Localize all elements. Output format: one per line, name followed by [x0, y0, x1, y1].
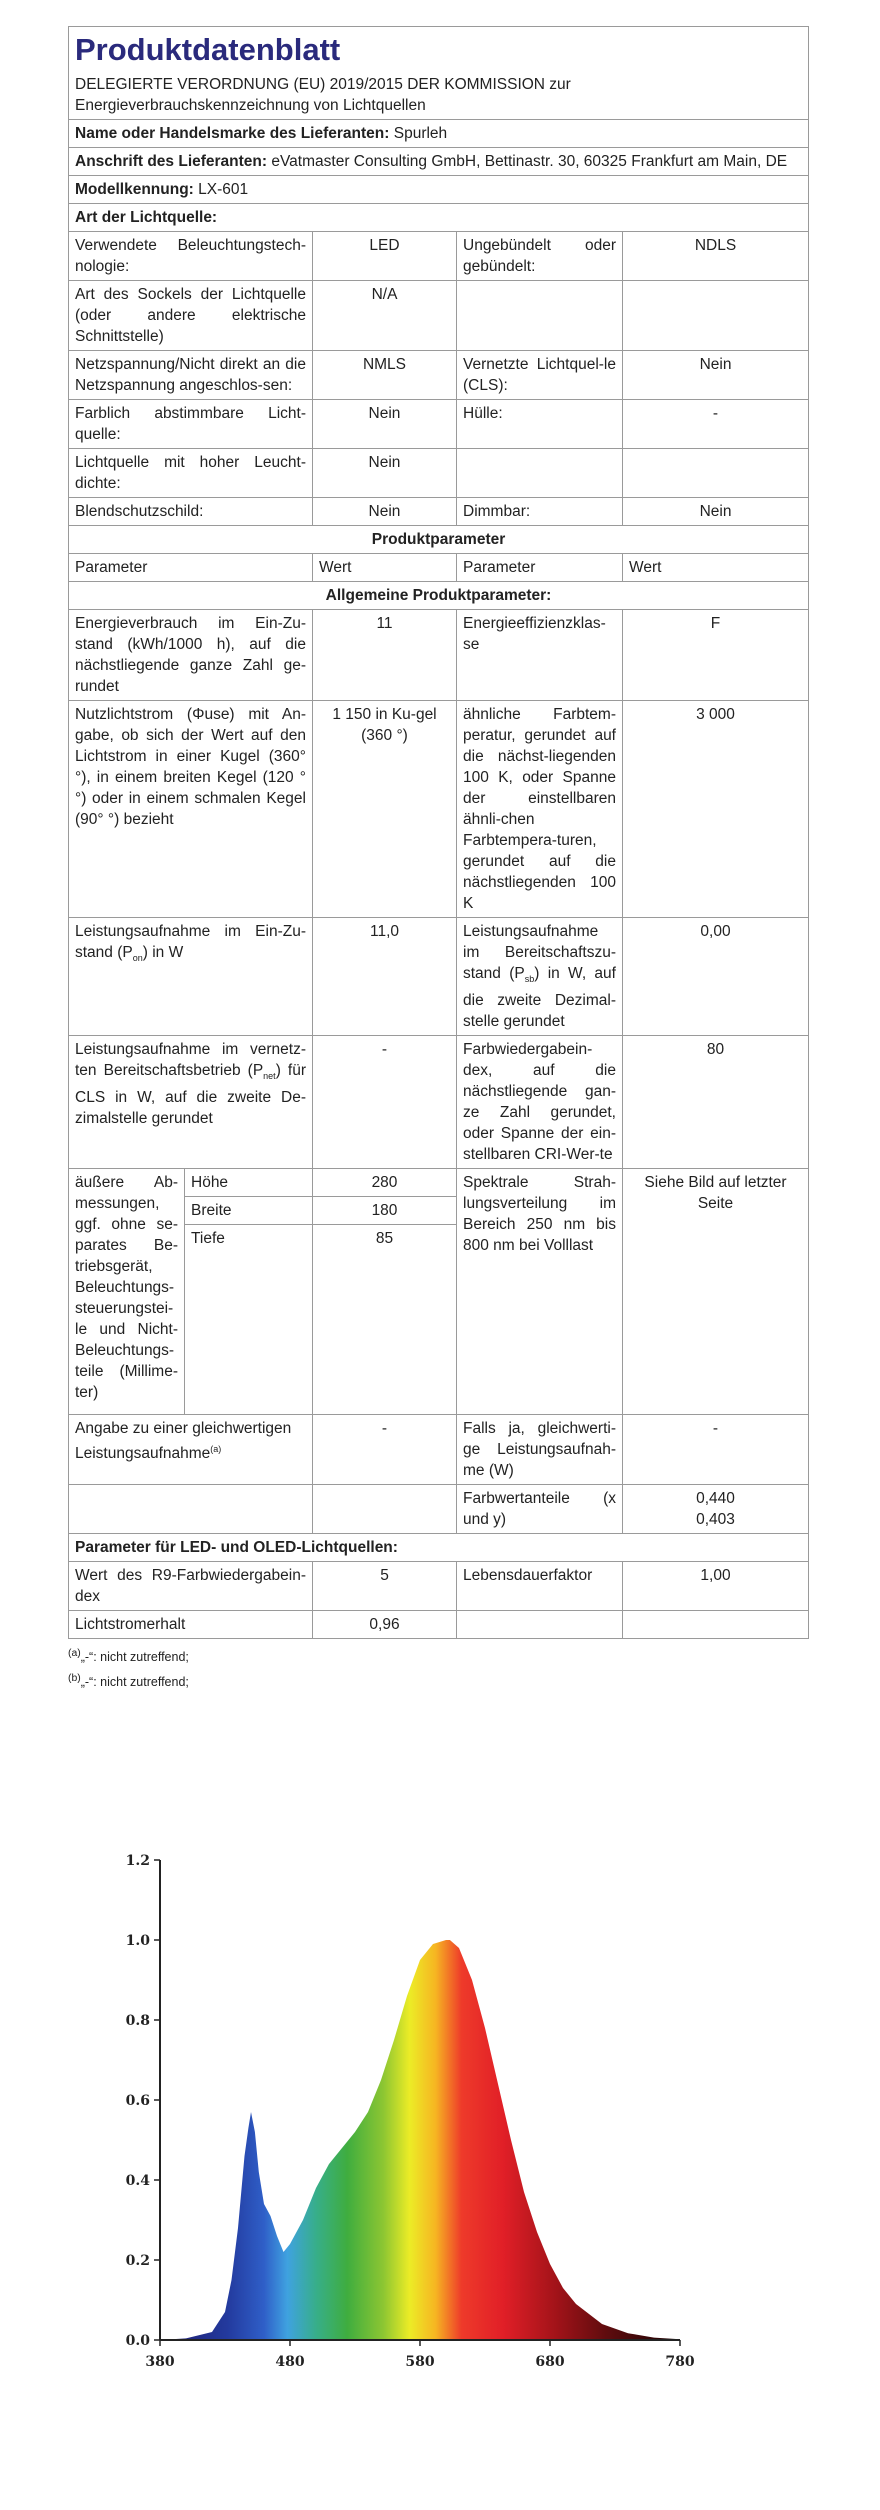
energy-consumption-value: 11	[313, 610, 457, 701]
row-label	[457, 449, 623, 498]
spectrum-area	[160, 1940, 680, 2340]
row-label: Ungebündelt oder gebündelt:	[457, 232, 623, 281]
table-row	[69, 701, 809, 918]
row-label: Blendschutzschild:	[69, 498, 313, 526]
dimension-name: Tiefe	[185, 1225, 313, 1415]
column-header-parameter: Parameter	[69, 554, 313, 582]
y-tick-label: 0.8	[125, 2013, 150, 2029]
row-label: Verwendete Beleuchtungstech-nologie:	[69, 232, 313, 281]
lumen-maintenance-label: Lichtstromerhalt	[69, 1611, 313, 1639]
row-value: -	[623, 400, 809, 449]
spectral-distribution-value: Siehe Bild auf letzter Seite	[623, 1169, 809, 1415]
table-row	[69, 449, 809, 498]
row-label	[457, 281, 623, 351]
column-header-value: Wert	[313, 554, 457, 582]
supplier-address-value: eVatmaster Consulting GmbH, Bettinastr. 30, 60325 Frankfurt am Main, DE	[271, 153, 788, 170]
chromaticity-x: 0,440	[696, 1490, 735, 1508]
row-value: NMLS	[313, 351, 457, 400]
on-mode-power-value: 11,0	[313, 918, 457, 1036]
row-label: Dimmbar:	[457, 498, 623, 526]
column-header-parameter: Parameter	[457, 554, 623, 582]
page-title: Produktdatenblatt	[75, 32, 341, 67]
equivalent-power-label: Angabe zu einer gleichwertigen Leistungsaufnahme$^{(a)}$	[69, 1415, 313, 1485]
table-row	[69, 351, 809, 400]
y-tick-label: 1.2	[125, 1853, 150, 1869]
chromaticity-label: Farbwertanteile (x und y)	[457, 1485, 623, 1534]
chromaticity-value	[623, 1485, 809, 1534]
equivalent-watt-value: -	[623, 1415, 809, 1485]
r9-value: 5	[313, 1562, 457, 1611]
row-value: Nein	[313, 400, 457, 449]
model-row	[69, 176, 809, 204]
energy-consumption-label: Energieverbrauch im Ein-Zu-stand (kWh/1000 h), auf die nächstliegende ganze Zahl ge-rundet	[69, 610, 313, 701]
dimensions-label: äußere Ab-messungen, ggf. ohne se-parates Be-triebsgerät, Beleuchtungs-steuerungstei-le und Nicht-Beleuchtungs-teile (Millime-ter)	[69, 1169, 185, 1415]
standby-power-value: 0,00	[623, 918, 809, 1036]
on-mode-power-label: Leistungsaufnahme im Ein-Zu-stand $(P_{on})$ in W	[69, 918, 313, 1036]
lifetime-factor-label: Lebensdauerfaktor	[457, 1562, 623, 1611]
luminous-flux-value: 1 150 in Ku-gel (360 °)	[313, 701, 457, 918]
y-tick-label: 0.6	[125, 2093, 150, 2109]
table-row	[69, 1415, 809, 1485]
table-row	[69, 281, 809, 351]
equivalent-watt-label: Falls ja, gleichwerti-ge Leistungsaufnah-me (W)	[457, 1415, 623, 1485]
supplier-address-label: Anschrift des Lieferanten:	[75, 153, 268, 170]
energy-class-label: Energieeffizienzklas-se	[457, 610, 623, 701]
y-tick-label: 1.0	[125, 1933, 150, 1949]
row-label: Art des Sockels der Lichtquelle (oder andere elektrische Schnittstelle)	[69, 281, 313, 351]
dimension-name: Höhe	[185, 1169, 313, 1197]
row-value: Nein	[313, 449, 457, 498]
y-tick-label: 0.4	[125, 2173, 150, 2189]
networked-standby-label: Leistungsaufnahme im vernetz-ten Bereitschaftsbetrieb $(P_{net})$ für CLS in W, auf die zweite De-zimalstelle gerundet	[69, 1036, 313, 1169]
table-row	[69, 232, 809, 281]
x-tick-label: 380	[145, 2354, 175, 2370]
y-tick-label: 0.2	[125, 2253, 150, 2269]
cri-label: Farbwiedergabein-dex, auf die nächstliegende gan-ze Zahl gerundet, oder Spanne der ein-stellbaren CRI-Wer-te	[457, 1036, 623, 1169]
chart-plot-area	[126, 1853, 695, 2370]
cri-value: 80	[623, 1036, 809, 1169]
row-value: Nein	[623, 351, 809, 400]
model-value: LX-601	[198, 181, 249, 198]
x-tick-label: 780	[665, 2354, 695, 2370]
energy-class-value: F	[623, 610, 809, 701]
supplier-name-label: Name oder Handelsmarke des Lieferanten:	[75, 125, 390, 142]
general-params-heading: Allgemeine Produktparameter:	[69, 582, 809, 610]
row-value: N/A	[313, 281, 457, 351]
footnote-a: $^{(a)}$„-“: nicht zutreffend;	[68, 1648, 189, 1665]
footnote-b: $^{(b)}$„-“: nicht zutreffend;	[68, 1673, 189, 1690]
x-tick-label: 480	[275, 2354, 305, 2370]
x-tick-label: 680	[535, 2354, 565, 2370]
row-label: Hülle:	[457, 400, 623, 449]
row-value: NDLS	[623, 232, 809, 281]
column-header-row	[69, 554, 809, 582]
light-source-heading: Art der Lichtquelle:	[69, 204, 809, 232]
header-cell	[69, 27, 809, 120]
table-row	[69, 918, 809, 1036]
lifetime-factor-value: 1,00	[623, 1562, 809, 1611]
row-value: Nein	[313, 498, 457, 526]
row-value: LED	[313, 232, 457, 281]
row-label: Lichtquelle mit hoher Leucht-dichte:	[69, 449, 313, 498]
row-value	[623, 281, 809, 351]
r9-label: Wert des R9-Farbwiedergabein-dex	[69, 1562, 313, 1611]
y-tick-label: 0.0	[125, 2333, 150, 2349]
product-params-heading: Produktparameter	[69, 526, 809, 554]
spectral-chart	[100, 1840, 720, 2400]
x-tick-label: 580	[405, 2354, 435, 2370]
table-row	[69, 610, 809, 701]
spectral-distribution-label: Spektrale Strah-lungsverteilung im Bereich 250 nm bis 800 nm bei Volllast	[457, 1169, 623, 1415]
table-row	[69, 1036, 809, 1169]
supplier-name-value: Spurleh	[393, 125, 448, 142]
row-label: Farblich abstimmbare Licht-quelle:	[69, 400, 313, 449]
table-row	[69, 1611, 809, 1639]
dimension-value: 280	[313, 1169, 457, 1197]
luminous-flux-label: Nutzlichtstrom (Φuse) mit An-gabe, ob sich der Wert auf den Lichtstrom in einer Kugel (360° °), in einem breiten Kegel (120 °°) oder in einem schmalen Kegel (90° °) bezieht	[69, 701, 313, 918]
row-value: Nein	[623, 498, 809, 526]
color-temperature-label: ähnliche Farbtem-peratur, gerundet auf die nächst-liegenden 100 K, oder Spanne der einstellbaren ähnli-chen Farbtempera-turen, gerundet auf die nächstliegenden 100 K	[457, 701, 623, 918]
dimension-value: 85	[313, 1225, 457, 1415]
led-params-heading: Parameter für LED- und OLED-Lichtquellen:	[69, 1534, 809, 1562]
model-label: Modellkennung:	[75, 181, 194, 198]
datasheet-table	[68, 26, 809, 1639]
dimension-name: Breite	[185, 1197, 313, 1225]
column-header-value: Wert	[623, 554, 809, 582]
chromaticity-y: 0,403	[696, 1511, 735, 1529]
datasheet	[68, 26, 808, 1693]
footnotes	[68, 1643, 808, 1693]
table-row	[69, 498, 809, 526]
lumen-maintenance-value: 0,96	[313, 1611, 457, 1639]
networked-standby-value: -	[313, 1036, 457, 1169]
table-row	[69, 1562, 809, 1611]
row-value	[623, 449, 809, 498]
color-temperature-value: 3 000	[623, 701, 809, 918]
equivalent-power-value: -	[313, 1415, 457, 1485]
standby-power-label: Leistungsaufnahme im Bereitschaftszu-stand $(P_{sb})$ in W, auf die zweite Dezimal-stelle gerundet	[457, 918, 623, 1036]
row-label: Vernetzte Lichtquel-le (CLS):	[457, 351, 623, 400]
row-label: Netzspannung/Nicht direkt an die Netzspannung angeschlos-sen:	[69, 351, 313, 400]
supplier-address-row	[69, 148, 809, 176]
table-row	[69, 400, 809, 449]
table-row	[69, 1169, 809, 1197]
supplier-name-row	[69, 120, 809, 148]
regulation-text: DELEGIERTE VERORDNUNG (EU) 2019/2015 DER KOMMISSION zur Energieverbrauchskennzeichnung von Lichtquellen	[75, 76, 571, 114]
dimension-value: 180	[313, 1197, 457, 1225]
table-row	[69, 1485, 809, 1534]
